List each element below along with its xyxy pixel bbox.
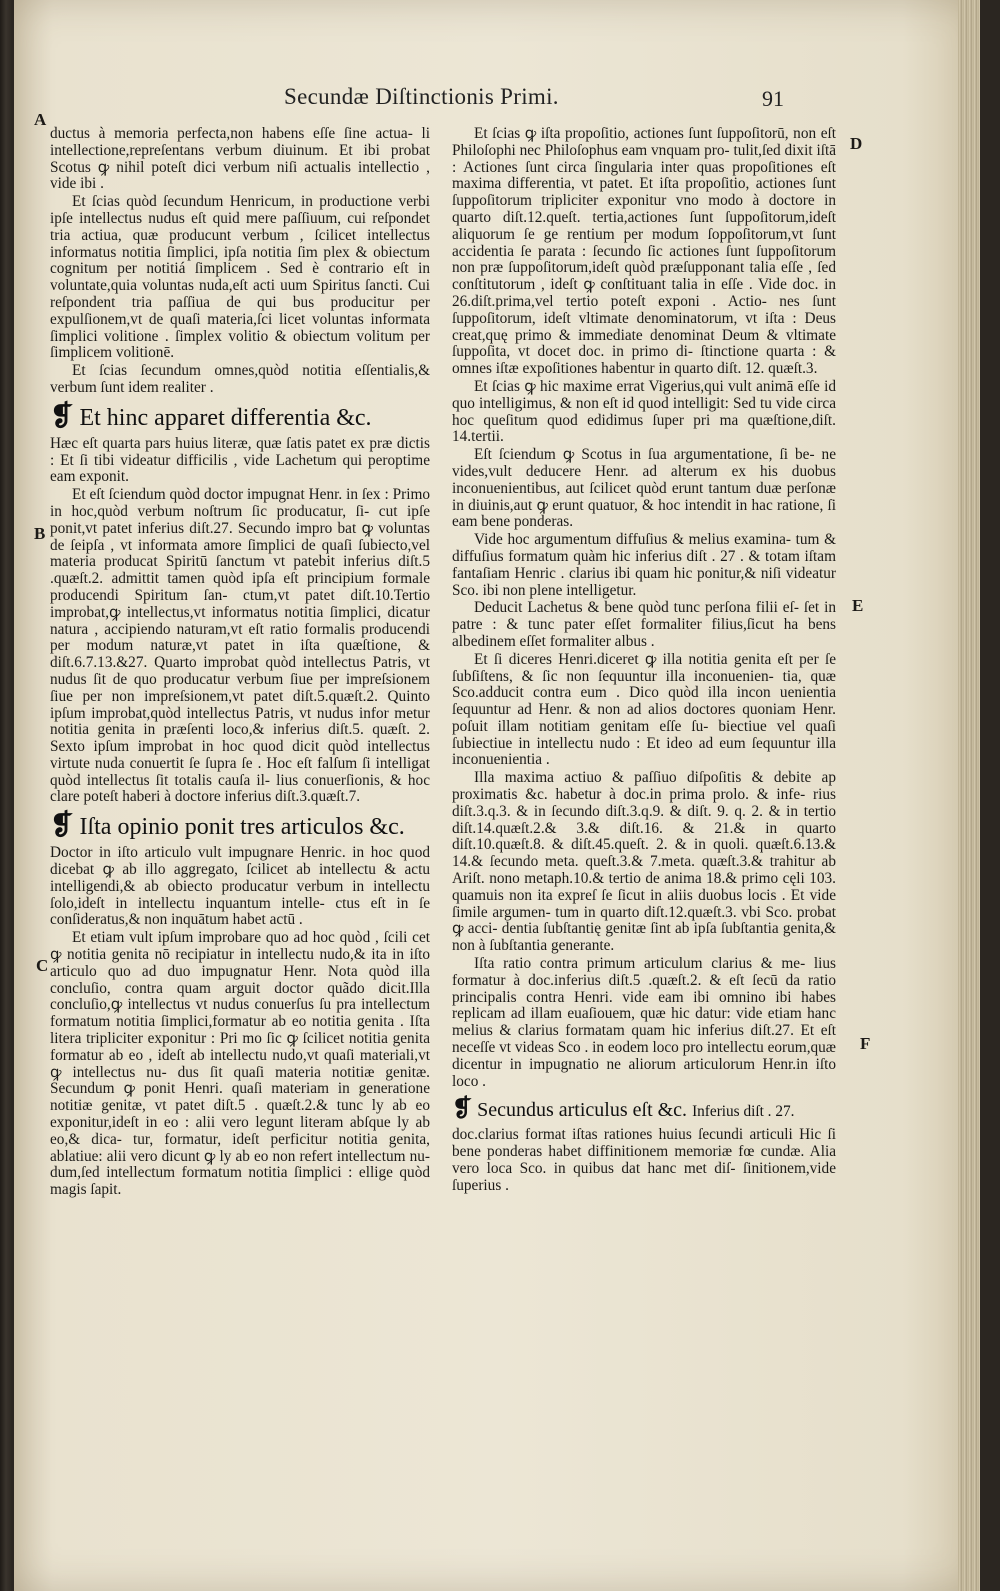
margin-letter-a: A [34, 110, 47, 129]
paragraph: Illa maxima actiuo & paſſiuo diſpoſitis & debite ap proximatis &c. habetur à doc.in prima prolo. & infe- rius diſt.3.q.3. & in ſecundo diſt.3.q.9. & diſt. 9. q. 2. & in tertio diſt.14.quæſt.2.& 3.& diſt.16. & 21.& in quarto diſt.10.quæſt.8. & diſt.45.queſt. 2. & in quoli. quæſt.6.13.& 14.& ſecundo meta. queſt.3.& 7.meta. quæſt.3.& trahitur ab Ariſt. nono metaph.10.& tertio de anima 18.& primo cęli 103. quamuis non ita expreſ ſe ſicut in aliis duobus locis . Et vide ſimile argumen- tum in quarto diſt.12.quæſt.3. vbi Sco. probat ꝙ acci- dentia ſubſtantię genitæ ſint ab ipſa ſubſtantia genita,& non à ſubſtantia generante. [452, 769, 836, 955]
margin-letter-b: B [34, 524, 46, 543]
running-title: Secundæ Diſtinctionis Primi. [284, 84, 559, 109]
folio-number: 91 [762, 86, 784, 111]
section-rubric [50, 400, 430, 432]
section-rubric [50, 812, 430, 841]
paragraph: Vide hoc argumentum diffuſius & melius examina- tum & diffuſius formatum quàm hic inferius diſt . 27 . & totam iſtam fantaſiam Henric . clarius ibi quam hic ponitur,& niſi videatur Sco. ibi non plene intelligetur. [452, 531, 836, 599]
paragraph: ductus à memoria perfecta,non habens eſſe ſine actua- li intellectione,repreſentans verbum diuinum. Et ibi probat Scotus ꝙ nihil poteſt dici verbum niſi actualis intellectio , vide ibi . [50, 125, 430, 193]
rubric-note: Inferius diſt . 27. [692, 1103, 795, 1121]
paragraph: Eſt ſciendum ꝙ Scotus in ſua argumentatione, ſi be- ne vides,vult deducere Henr. ad alterum ex his duobus inconuenientibus, aut ſcilicet quòd erunt tantum duæ perſonæ in diuinis,aut ꝙ erunt quatuor, & hoc intendit in hac ratione, ſi eam bene ponderas. [452, 446, 836, 531]
pilcrow-icon: ❡ [452, 1096, 473, 1123]
rubric-text: Secundus articulus eſt &c. [477, 1099, 688, 1122]
right-column [452, 126, 836, 1196]
paragraph: Et ſcias quòd ſecundum Henricum, in productione verbi ipſe intellectus nudus eſt quid mere paſſiuum, cui reſpondet tria actiua, quæ producunt verbum , ſcilicet intellectus informatus notitia ſimplici, ipſa notitia ſim plex & obiectum cognitum per notitiá ſimplicem . Sed è contrario eſt in voluntate,quia voluntas nuda,eſt acti uum Spiritus ſancti. Cui reſpondent tria paſſiua de qui bus producitur per expulſionem,vt de quaſi materia,ſci licet voluntas informata ſimplici volitione . ſimplex volitio & obiectum volitum per ſimplicem volitionē. [50, 193, 430, 362]
paragraph: Deducit Lachetus & bene quòd tunc perſona filii eſ- ſet in patre : & tunc pater eſſet formaliter filius,ſicut ha bens albedinem eſſet formaliter albus . [452, 599, 836, 650]
paragraph: Et etiam vult ipſum improbare quo ad hoc quòd , ſcili cet ꝙ notitia genita nō recipiatur in intellectu nudo,& ita in iſto articulo quo ad duo impugnatur Henr. Nota quòd illa concluſio, contra quam arguit doctor quãdo dicit.Illa concluſio,ꝙ intellectus vt nudus conuerſus ſu pra intellectum formatum notitia ſimplici,formatur ab eo notitia genita . Iſta litera tripliciter exponitur : Pri mo ſic ꝙ ſcilicet notitia genita formatur ab eo , ideſt ab intellectu nudo,vt quaſi materiali,vt ꝙ intellectus nu- dus ſit quaſi materia notitiæ genitæ. Secundum ꝙ ponit Henri. quaſi materiam in generatione notitiæ genitæ, vt patet diſt.5 . quæſt.2.& tunc ly ab eo exponitur,ideſt in eo : alii vero legunt literam abſque ly ab eo,& dica- tur, formatur, ideſt perficitur notitia genita, ablatiue: alii vero dicunt ꝙ ly ab eo non refert intellectum nu- dum,ſed intellectum formatum notitia ſimplici : ellige quòd magis ſapit. [50, 929, 430, 1199]
paragraph: doc.clarius format iſtas rationes huius ſecundi articuli Hic ſi bene ponderas habet diffinitionem memoriæ fœ cundæ. Alia vero loca Sco. in quibus dat hanc met diſ- ſinitionem,vide ſuperius . [452, 1126, 836, 1194]
margin-letter-d: D [850, 134, 863, 153]
paragraph: Hæc eſt quarta pars huius literæ, quæ ſatis patet ex præ dictis : Et ſi tibi videatur difficilis , vide Lachetum qui peroptime eam exponit. [50, 434, 430, 486]
section-rubric [452, 1098, 836, 1123]
paragraph: Et eſt ſciendum quòd doctor impugnat Henr. in ſex : Primo in hoc,quòd verbum noſtrum ſic producatur, ſi- cut ipſe ponit,vt patet inferius diſt.27. Secundo impro bat ꝙ voluntas de ſeipſa , vt informata amore ſimplici de quaſi ſubiecto,vel materia producat Spiritū ſanctum vt patebit inferius diſt.5 .quæſt.2. admittit tamen quòd ipſa eſt principium formale producendi Spiritum ſan- ctum,vt patet diſt.10.Tertio improbat,ꝙ intellectus,vt informatus notitia ſimplici, dicatur natura , accipiendo naturam,vt eſt ratio formalis producendi per modum naturæ,vt patet in iſta quæſtione, & diſt.6.7.13.&27. Quarto improbat quòd intellectus Patris, vt nudus ſit de quo producatur verbum ſiue per impreſsionem ſiue per non impreſsionem,vt patet diſt.5.quæſt.2. Quinto ipſum improbat,quòd intellectus Patris, vt nudus infor metur notitia genita in præſenti loco,& inferius diſt.5. quæſt. 2. Sexto ipſum improbat in hoc quod dicit quòd intellectus virtute nuda conuertit ſe ſupra ſe . Hoc eſt falſum ſi intelligat quòd intellectus ſit totalis cauſa il- lius conuerſionis, & hoc clare poteſt haberi à doctore inferius diſt.3.quæſt.7. [50, 486, 430, 806]
page-edge [958, 0, 980, 1591]
paragraph: Doctor in iſto articulo vult impugnare Henric. in hoc quod dicebat ꝙ ab illo aggregato, ſcilicet ab intellectu & actu intelligendi,& ab obiecto producatur verbum in intellectu ſolo,ideſt in intellectu inquantum intelle- ctus eſt in ſe conſideratus,& non inquātum habet actū . [50, 844, 430, 929]
paragraph: Et ſcias ꝙ iſta propoſitio, actiones ſunt ſuppoſitorū, non eſt Philoſophi nec Philoſophus eam vnquam pro- tulit,ſed dixit iſtā : Actiones ſunt circa ſingularia inter quas propoſitiones eſt maxima differentia, vt patet. Et iſta propoſitio, actiones ſunt ſuppoſitorum tripliciter exponitur vno modo à doctore in quarto diſt.12.queſt. tertia,actiones ſunt ſuppoſitorum,ideſt aliquorum ſe ge rentium per modum ſoppoſitorum,vt ſunt accidentia ſe parata : ſecundo ſic actiones ſunt ſuppoſitorum non præ ſuppoſitorum,ideſt quòd præſupponant talia eſſe , ſed conſtitutorum , ideſt ꝙ conſtituant talia in eſſe . Vide doc. in 26.diſt.prima,vel tertio poteſt exponi . Actio- nes ſunt ſuppoſitorum, ideſt vltimate denominatorum, vt iſta : Deus creat,quę primo & immediate denominat Deum & vltimate ſuppoſita, vt docet doc. in primo di- ſtinctione quarta : & omnes iſtæ expoſitiones habentur in quarto diſt. 12. quæſt.3. [452, 125, 836, 378]
left-column [50, 126, 430, 1200]
margin-letter-f: F [860, 1034, 871, 1053]
paragraph: Et ſcias ꝙ hic maxime errat Vigerius,qui vult animā eſſe id quo intelligimus, & non eſt id quod intelligit: Sed tu vide circa hoc queſitum quod edidimus ſuper pri ma quæſtione,diſt. 14.tertii. [452, 377, 836, 446]
paragraph: Iſta ratio contra primum articulum clarius & me- lius formatur à doc.inferius diſt.5 .quæſt.2. & eſt ſecū da ratio principalis contra Henri. vide eam ibi omnino ibi habes replicam ad illam euaſiouem, quæ hic datur: vide etiam hanc melius & clarius formatam quam hic inferius diſt.27. Et eſt neceſſe vt videas Sco . in eodem loco pro intellectu eorum,quæ dicentur in impugnatio ne aliorum articulorum Henr.in iſto loco . [452, 955, 837, 1090]
pilcrow-icon: ❡ [50, 400, 74, 432]
rubric-text: Iſta opinio ponit tres articulos &c. [79, 814, 405, 841]
paragraph: Et ſcias ſecundum omnes,quòd notitia eſſentialis,& verbum ſunt idem realiter . [50, 362, 430, 396]
margin-letter-e: E [852, 596, 864, 615]
paragraph: Et ſi diceres Henri.diceret ꝙ illa notitia genita eſt per ſe ſubſiſtens, & ſic non ſequuntur illa inconuenien- tia, quæ Sco.adducit contra eum . Dico quòd illa incon uenientia ſequuntur ad Henr. & non ad alios doctores quoniam Henr. poſuit illam notitiam genitam eſſe ſu- biectiue vel quaſi ſubiectiue in intellectu nudo : Et ideo ad eum ſequuntur illa inconuenientia . [452, 650, 836, 769]
page-header [284, 84, 904, 124]
rubric-text: Et hinc apparet differentia &c. [79, 404, 372, 431]
margin-letter-c: C [36, 956, 49, 975]
pilcrow-icon: ❡ [50, 810, 74, 842]
